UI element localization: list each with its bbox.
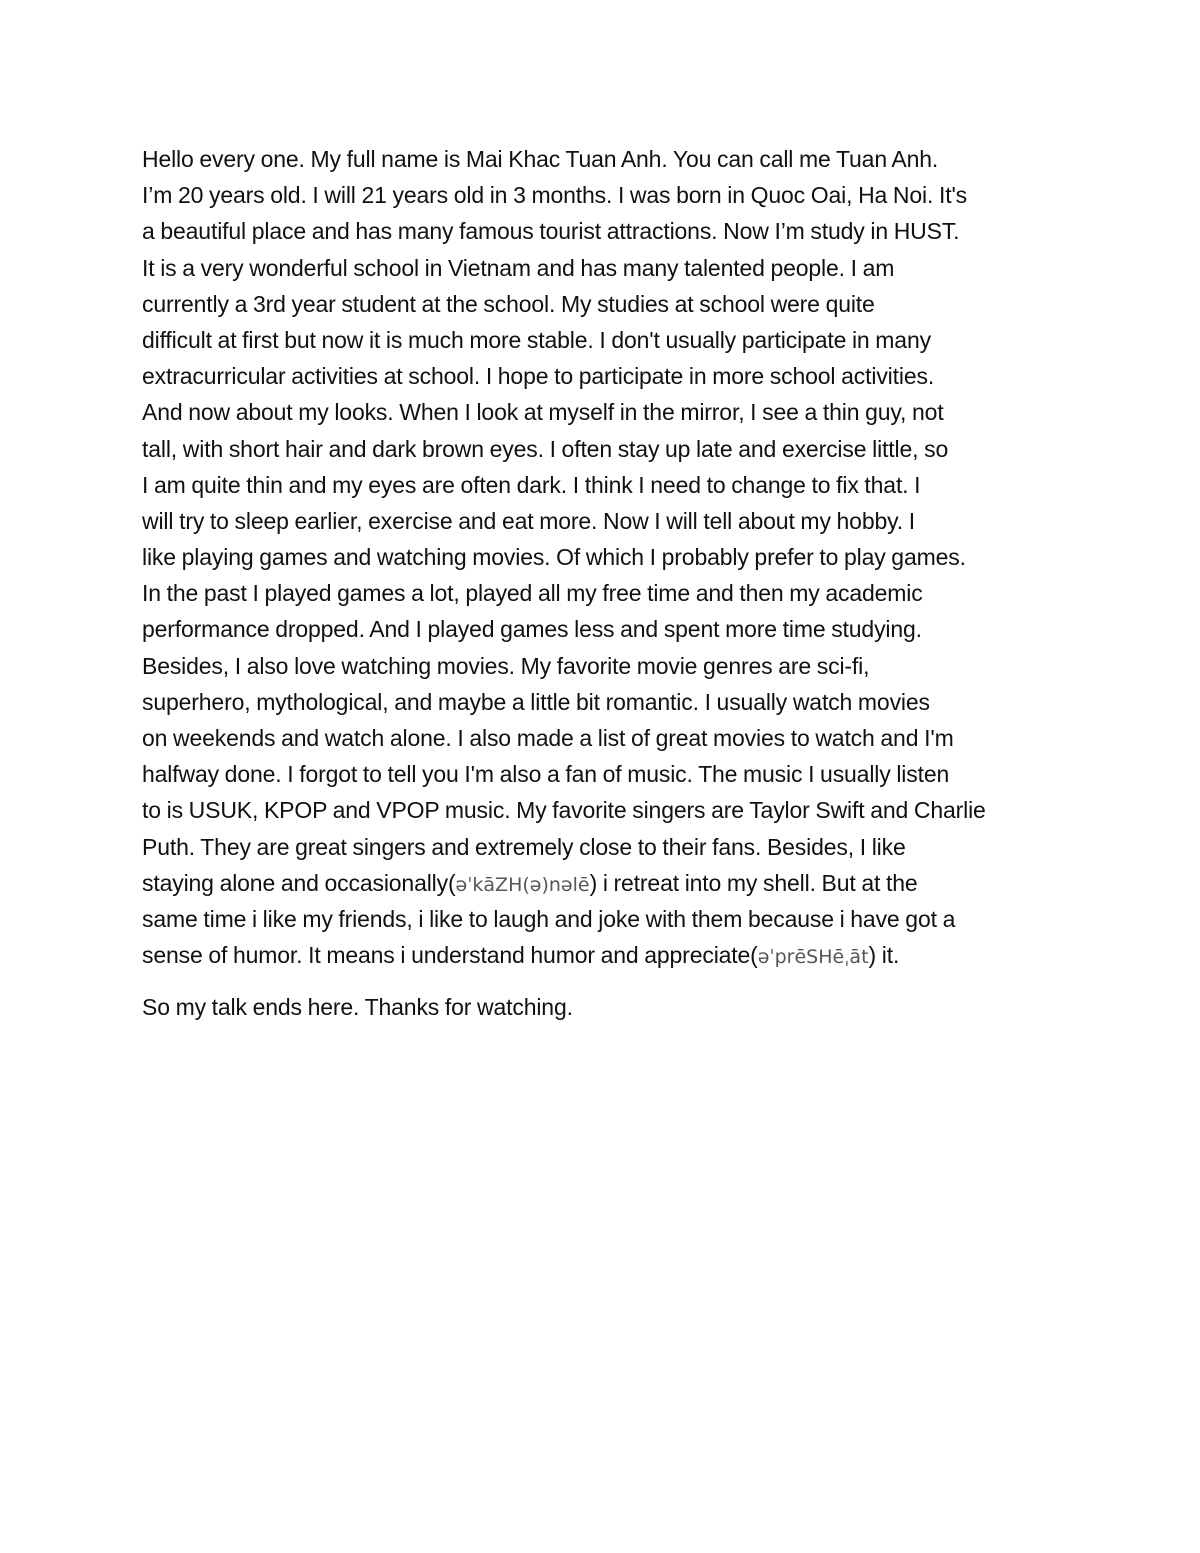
paragraph-line: halfway done. I forgot to tell you I'm also a fan of music. The music I usually listen	[142, 761, 950, 788]
line-text: staying alone and occasionally(	[142, 869, 456, 896]
paragraph-line: difficult at first but now it is much more stable. I don't usually participate in many	[142, 326, 931, 353]
paragraph-line: currently a 3rd year student at the school. My studies at school were quite	[142, 290, 875, 317]
line-text: sense of humor. It means i understand humor and appreciate(	[142, 942, 758, 969]
paragraph-line: same time i like my friends, i like to laugh and joke with them because i have got a	[142, 905, 956, 932]
paragraph-line: a beautiful place and has many famous tourist attractions. Now I’m study in HUST.	[142, 218, 960, 245]
paragraph-line: I’m 20 years old. I will 21 years old in 3 months. I was born in Quoc Oai, Ha Noi. It's	[142, 182, 968, 209]
paragraph-line: to is USUK, KPOP and VPOP music. My favorite singers are Taylor Swift and Charlie	[142, 797, 986, 824]
paragraph-line-with-phonetic	[142, 865, 1082, 901]
closing-paragraph: So my talk ends here. Thanks for watching.	[142, 994, 573, 1020]
paragraph-line: performance dropped. And I played games less and spent more time studying.	[142, 616, 922, 643]
paragraph-line: tall, with short hair and dark brown eyes. I often stay up late and exercise little, so	[142, 435, 949, 462]
paragraph-line: In the past I played games a lot, played all my free time and then my academic	[142, 580, 923, 607]
paragraph-line: superhero, mythological, and maybe a little bit romantic. I usually watch movies	[142, 688, 930, 715]
paragraph-line: It is a very wonderful school in Vietnam and has many talented people. I am	[142, 254, 895, 281]
paragraph-line: Hello every one. My full name is Mai Khac Tuan Anh. You can call me Tuan Anh.	[142, 146, 939, 172]
line-text: ) it.	[868, 942, 900, 969]
body-paragraph	[142, 141, 1082, 973]
paragraph-line: extracurricular activities at school. I hope to participate in more school activities.	[142, 363, 935, 390]
paragraph-line: Besides, I also love watching movies. My favorite movie genres are sci-fi,	[142, 652, 870, 679]
paragraph-line-with-phonetic	[142, 937, 1082, 973]
paragraph-line: will try to sleep earlier, exercise and eat more. Now I will tell about my hobby. I	[142, 507, 915, 534]
paragraph-line: I am quite thin and my eyes are often dark. I think I need to change to fix that. I	[142, 471, 921, 498]
paragraph-line: And now about my looks. When I look at myself in the mirror, I see a thin guy, not	[142, 399, 944, 426]
paragraph-line: on weekends and watch alone. I also made a list of great movies to watch and I'm	[142, 725, 954, 751]
phonetic-transcription: əˈprēSHēˌāt	[757, 946, 869, 969]
paragraph-line: Puth. They are great singers and extremely close to their fans. Besides, I like	[142, 833, 906, 860]
phonetic-transcription: əˈkāZH(ə)nəlē	[455, 873, 590, 896]
paragraph-line: like playing games and watching movies. Of which I probably prefer to play games.	[142, 544, 966, 571]
line-text: ) i retreat into my shell. But at the	[589, 869, 918, 896]
